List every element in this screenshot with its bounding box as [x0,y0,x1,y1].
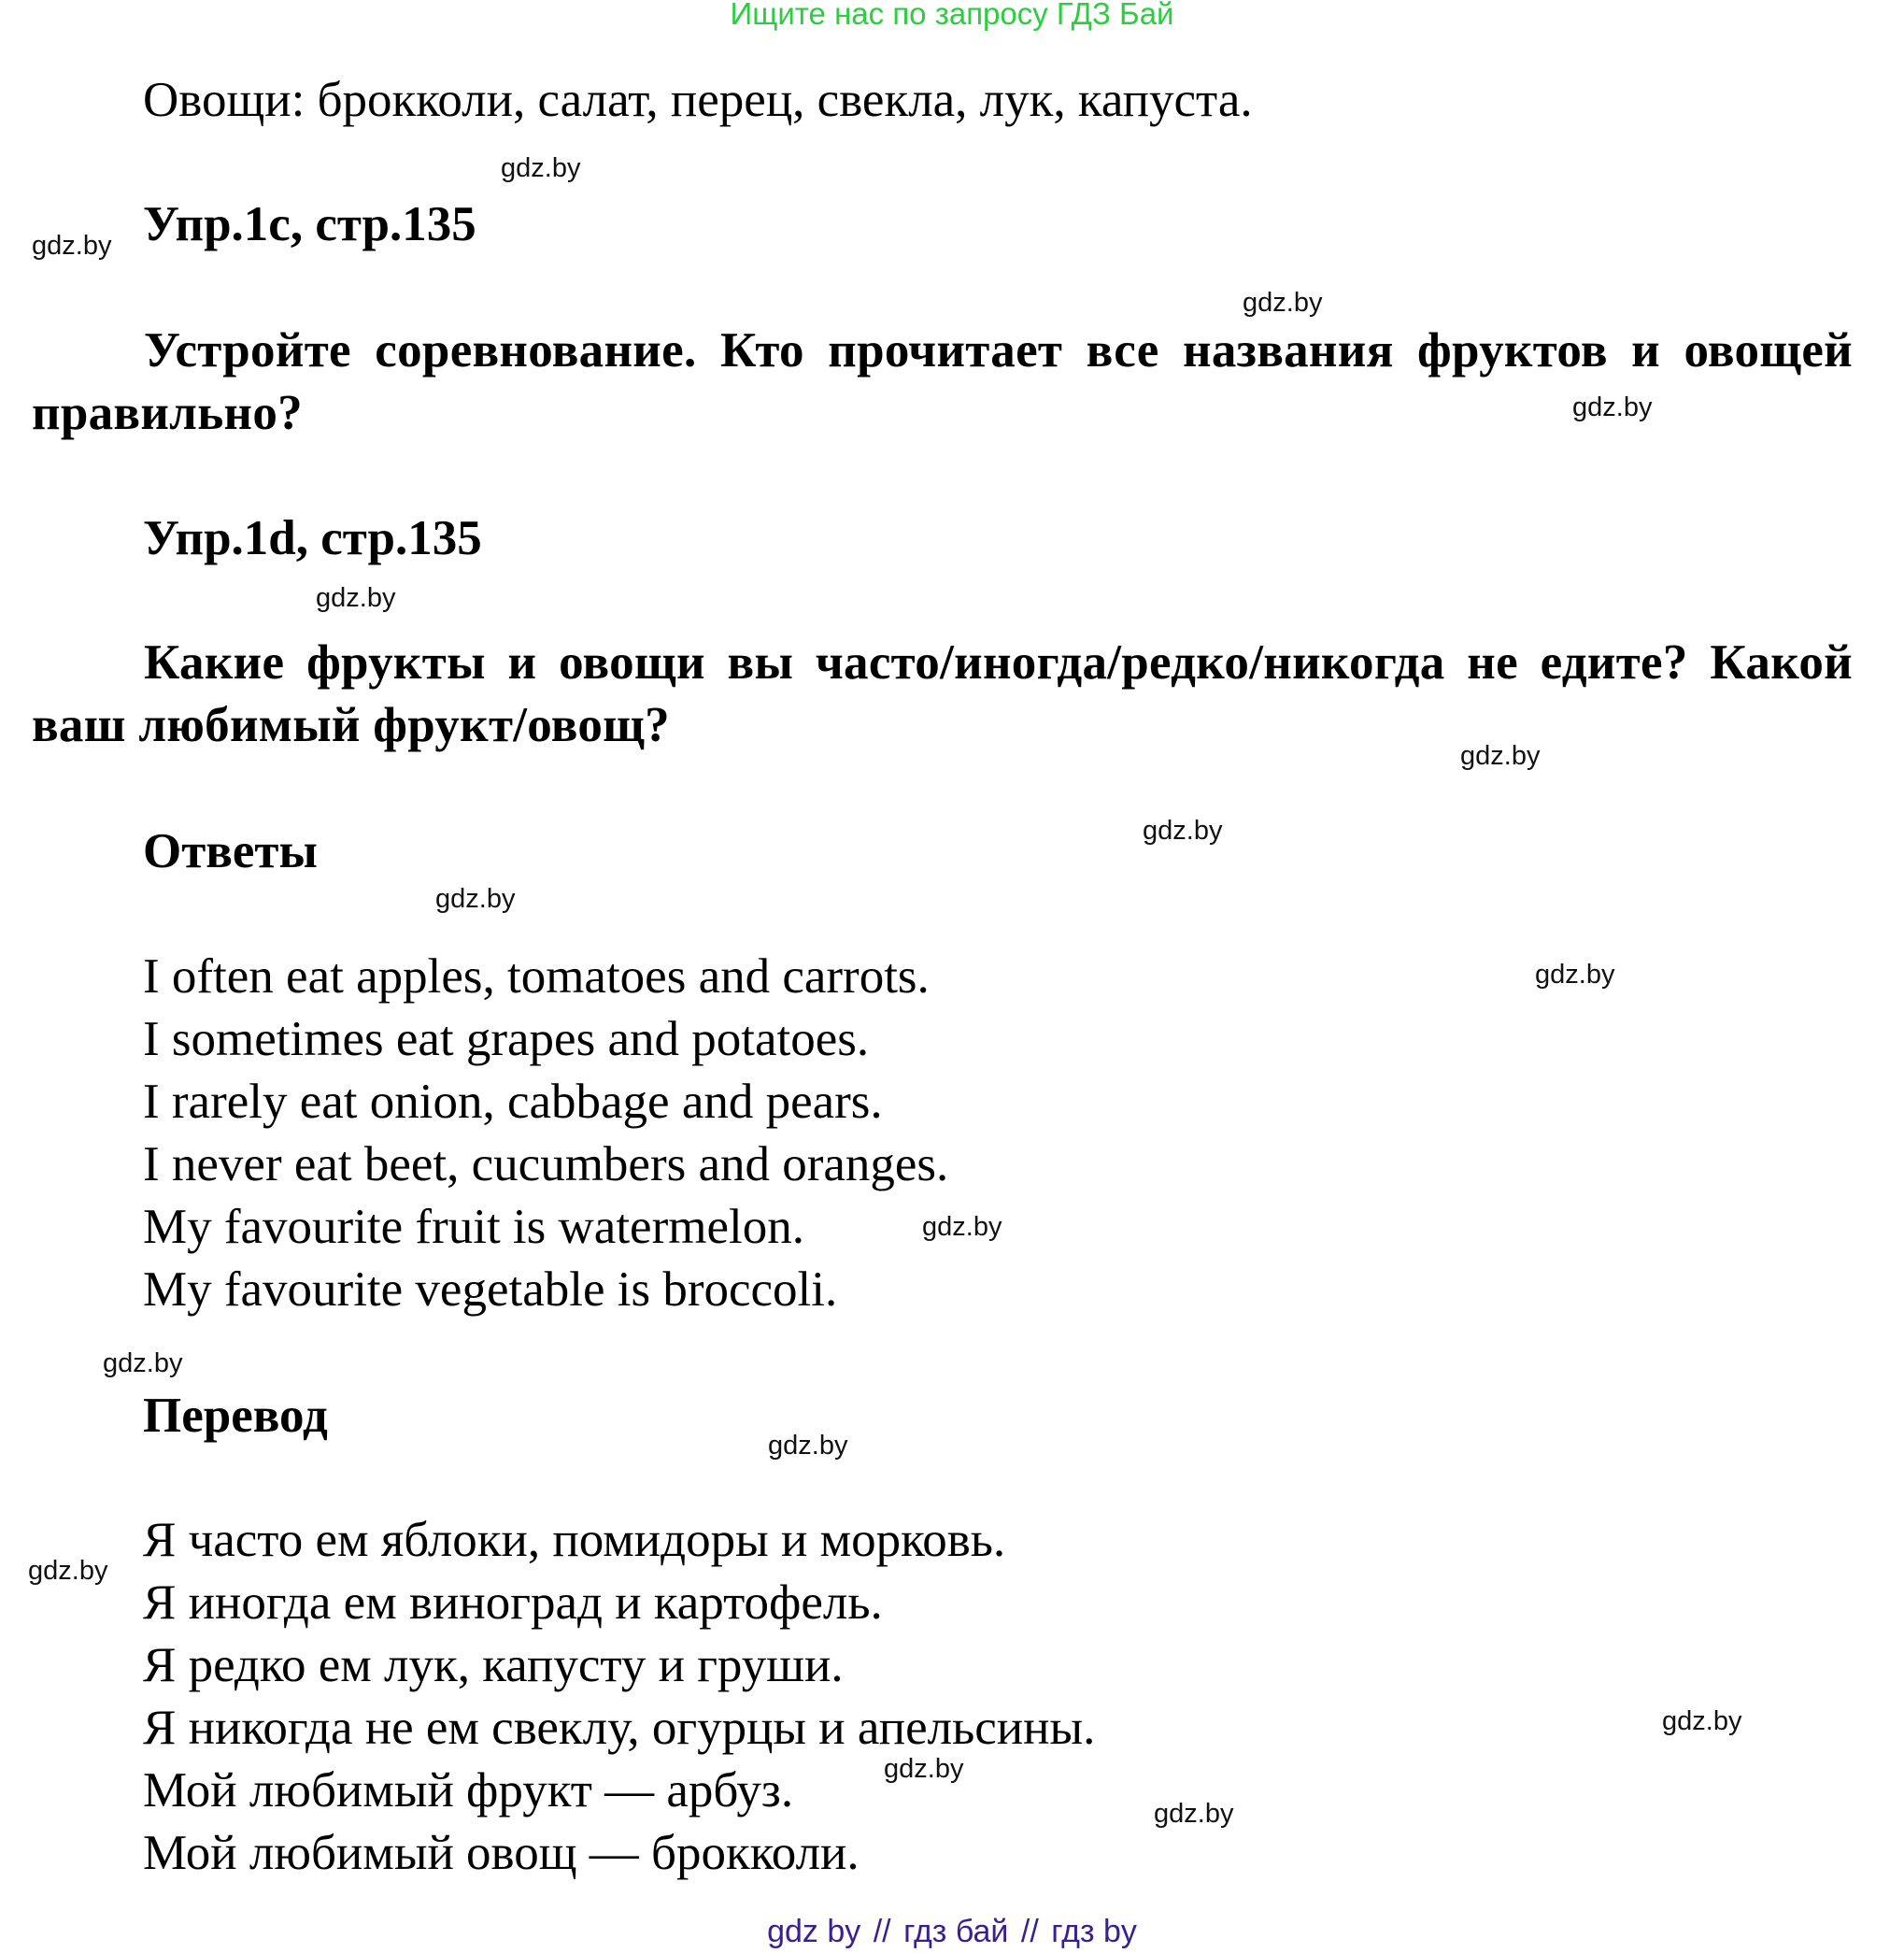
watermark: gdz.by [884,1754,964,1784]
footer-link-gdz-by[interactable]: gdz by [767,1914,861,1949]
vegetables-line: Овощи: брокколи, салат, перец, свекла, лук, капуста. [143,73,1253,127]
watermark: gdz.by [1535,960,1615,990]
translation-line: Мой любимый овощ — брокколи. [143,1826,860,1880]
translation-line: Я часто ем яблоки, помидоры и морковь. [143,1513,1006,1567]
watermark: gdz.by [768,1431,848,1461]
translation-line: Я иногда ем виноград и картофель. [143,1575,883,1630]
translation-line: Я редко ем лук, капусту и груши. [143,1638,844,1692]
translation-heading: Перевод [143,1389,328,1443]
watermark: gdz.by [32,231,112,261]
exercise-1d-heading: Упр.1d, стр.135 [143,511,482,565]
footer-link-gdz-by-cyr[interactable]: гдз by [1051,1914,1137,1949]
exercise-1c-task: Устройте соревнование. Кто прочитает все названия фруктов и овощей правильно? [32,323,1853,440]
footer-separator: // [1020,1914,1039,1949]
watermark: gdz.by [435,884,516,914]
watermark: gdz.by [1572,392,1653,422]
watermark: gdz.by [28,1556,108,1586]
answer-line: My favourite fruit is watermelon. [143,1200,804,1254]
watermark: gdz.by [103,1348,183,1378]
answer-line: I sometimes eat grapes and potatoes. [143,1012,870,1066]
watermark: gdz.by [1460,741,1541,771]
watermark: gdz.by [1662,1706,1742,1736]
footer-link-gdz-bai[interactable]: гдз бай [903,1914,1009,1949]
exercise-1c-heading: Упр.1c, стр.135 [143,197,476,251]
watermark: gdz.by [316,583,396,613]
watermark: gdz.by [501,153,581,183]
exercise-1d-task: Какие фрукты и овощи вы часто/иногда/редко/никогда не едите? Какой ваш любимый фрукт/овощ? [32,635,1853,752]
translation-line: Мой любимый фрукт — арбуз. [143,1763,794,1818]
answer-line: I often eat apples, tomatoes and carrots. [143,949,930,1004]
watermark: gdz.by [1154,1799,1234,1829]
answers-heading: Ответы [143,824,318,878]
translation-list [143,1509,1095,1885]
footer-links [0,1914,1904,1950]
answer-line: I rarely eat onion, cabbage and pears. [143,1075,883,1129]
answer-line: I never eat beet, cucumbers and oranges. [143,1137,949,1191]
watermark: gdz.by [922,1212,1002,1242]
answer-line: My favourite vegetable is broccoli. [143,1262,838,1317]
watermark: gdz.by [1143,816,1223,846]
watermark: gdz.by [1243,288,1323,318]
answers-list [143,946,948,1321]
top-banner[interactable]: Ищите нас по запросу ГДЗ Бай [730,0,1174,31]
translation-line: Я никогда не ем свеклу, огурцы и апельсины. [143,1701,1096,1755]
footer-separator: // [873,1914,891,1949]
